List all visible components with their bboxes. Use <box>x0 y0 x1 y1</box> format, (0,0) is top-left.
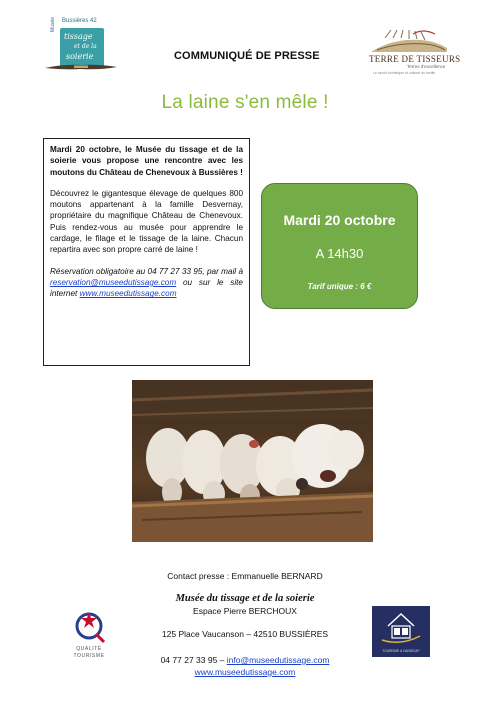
logo-line-2: et de la <box>74 43 97 50</box>
address: 125 Place Vaucanson – 42510 BUSSIÈRES <box>161 629 329 639</box>
shuttle-icon <box>44 62 118 71</box>
museum-name: Musée du tissage et de la soierie <box>175 593 315 604</box>
landscape-icon <box>363 28 451 56</box>
event-box <box>261 183 418 309</box>
logo-subtitle: Terres d'excellence <box>407 64 446 69</box>
logo-tagline: Le circuit touristique et culturel du textile <box>373 71 436 75</box>
info-body: Découvrez le gigantesque élevage de quelques 800 moutons appartenant à la famille Desvernay, propriétaire du magnifique Château de Chenevoux. Puis rendez-vous au musée pour apprendre le cardage, le filage et le tissage de la laine. Chacun repartira avec son propre carré de laine ! <box>50 188 243 255</box>
qualite-tourisme-logo <box>64 608 114 660</box>
logo-line-1: tissage <box>64 32 93 41</box>
info-box <box>43 138 250 366</box>
website-link[interactable]: www.museedutissage.com <box>194 667 296 677</box>
quality-star-icon <box>64 608 114 644</box>
reservation-site-link[interactable]: www.museedutissage.com <box>79 289 177 299</box>
accessibility-icon <box>372 606 430 646</box>
press-release-title: COMMUNIQUÉ DE PRESSE <box>174 50 320 62</box>
tourisme-handicap-badge <box>372 606 430 657</box>
museum-logo <box>44 18 106 70</box>
reservation-text <box>50 266 243 300</box>
logo-brand: TERRE DE TISSEURS <box>369 54 461 64</box>
logo-line-3: soierie <box>66 52 94 61</box>
logo-location: Bussières 42 <box>62 18 97 24</box>
qualite-line-1: QUALITÉ <box>76 646 102 652</box>
event-price: Tarif unique : 6 € <box>307 282 372 291</box>
logo-museum-label: Musée <box>50 16 56 32</box>
event-time: A 14h30 <box>315 246 364 261</box>
terre-de-tisseurs-logo <box>363 28 461 80</box>
reservation-email-link[interactable]: reservation@museedutissage.com <box>50 277 177 287</box>
badge-caption: TOURISME & HANDICAP <box>382 649 420 653</box>
phone-number: 04 77 27 33 95 – <box>160 655 227 665</box>
reservation-prefix: Réservation obligatoire au 04 77 27 33 95, par mail à <box>50 266 243 276</box>
reservation-middle: ou sur le site internet <box>50 277 243 299</box>
sheep-photo <box>132 380 373 542</box>
info-intro: Mardi 20 octobre, le Musée du tissage et de la soierie vous propose une rencontre avec les moutons du Château de Chenevoux à Bussières ! <box>50 145 243 177</box>
main-title: La laine s'en mêle ! <box>161 92 329 113</box>
press-contact: Contact presse : Emmanuelle BERNARD <box>167 571 323 581</box>
espace-name: Espace Pierre BERCHOUX <box>193 606 297 616</box>
event-date: Mardi 20 octobre <box>283 212 396 228</box>
qualite-line-2: TOURISME <box>73 653 105 659</box>
website-line <box>0 667 490 677</box>
email-link[interactable]: info@museedutissage.com <box>226 655 330 665</box>
